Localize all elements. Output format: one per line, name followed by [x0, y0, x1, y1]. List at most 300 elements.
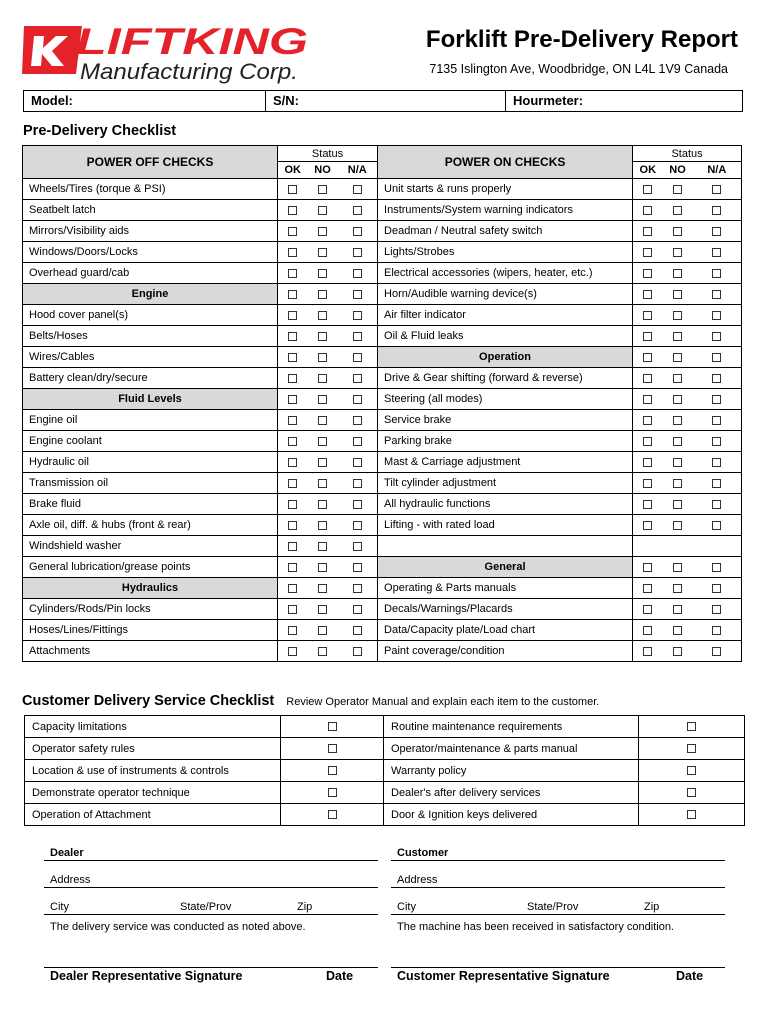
power-on-status-cell: [633, 242, 663, 263]
power-off-status-cell: [338, 305, 378, 326]
checkbox-no[interactable]: [673, 395, 682, 404]
power-on-check-item: Air filter indicator: [378, 305, 633, 326]
unit-info-bar: [23, 90, 743, 112]
status-na-header: N/A: [693, 162, 742, 179]
power-off-status-cell: [338, 200, 378, 221]
customer-delivery-table: [24, 715, 745, 826]
delivery-checkbox[interactable]: [687, 744, 696, 753]
power-on-status-cell: [693, 578, 742, 599]
power-off-status-cell: [308, 305, 338, 326]
power-off-check-item: Engine oil: [23, 410, 278, 431]
checklist-row: [23, 368, 742, 389]
checkbox-na[interactable]: [353, 395, 362, 404]
power-off-check-item: Hoses/Lines/Fittings: [23, 620, 278, 641]
checkbox-no[interactable]: [673, 311, 682, 320]
checkbox-no[interactable]: [318, 479, 327, 488]
delivery-checkbox[interactable]: [328, 722, 337, 731]
status-no-header: NO: [308, 162, 338, 179]
checklist-row: [23, 452, 742, 473]
delivery-item: Operator/maintenance & parts manual: [384, 738, 639, 760]
checkbox-no[interactable]: [318, 332, 327, 341]
checkbox-no[interactable]: [673, 500, 682, 509]
checkbox-na[interactable]: [712, 500, 721, 509]
checkbox-ok[interactable]: [643, 395, 652, 404]
power-on-status-cell: [663, 494, 693, 515]
checkbox-ok[interactable]: [288, 290, 297, 299]
checkbox-na[interactable]: [712, 563, 721, 572]
power-off-status-cell: [278, 494, 308, 515]
checkbox-na[interactable]: [353, 584, 362, 593]
power-off-status-cell: [278, 200, 308, 221]
checkbox-na[interactable]: [712, 584, 721, 593]
power-on-status-cell: [663, 263, 693, 284]
power-off-check-item: Engine coolant: [23, 431, 278, 452]
checkbox-ok[interactable]: [643, 647, 652, 656]
checkbox-ok[interactable]: [288, 647, 297, 656]
pre-delivery-checklist-title: Pre-Delivery Checklist: [23, 123, 177, 139]
checkbox-ok[interactable]: [643, 248, 652, 257]
checkbox-ok[interactable]: [288, 374, 297, 383]
delivery-check-cell: [281, 738, 384, 760]
checkbox-ok[interactable]: [643, 416, 652, 425]
power-on-status-cell: [633, 263, 663, 284]
customer-address-line[interactable]: [391, 887, 725, 888]
delivery-row: [25, 782, 745, 804]
checkbox-ok[interactable]: [643, 584, 652, 593]
delivery-item: Routine maintenance requirements: [384, 716, 639, 738]
power-off-status-cell: [278, 452, 308, 473]
checkbox-na[interactable]: [353, 458, 362, 467]
checklist-row: [23, 431, 742, 452]
power-on-check-item: Horn/Audible warning device(s): [378, 284, 633, 305]
power-on-status-cell: [663, 515, 693, 536]
checkbox-no[interactable]: [318, 563, 327, 572]
checkbox-ok[interactable]: [288, 311, 297, 320]
power-off-status-cell: [338, 284, 378, 305]
checkbox-no[interactable]: [673, 521, 682, 530]
power-off-group-heading: Hydraulics: [23, 578, 278, 599]
checkbox-ok[interactable]: [288, 269, 297, 278]
dealer-heading: Dealer: [50, 847, 84, 859]
checkbox-na[interactable]: [353, 374, 362, 383]
power-off-status-cell: [308, 179, 338, 200]
checkbox-ok[interactable]: [288, 521, 297, 530]
checkbox-no[interactable]: [318, 437, 327, 446]
checkbox-ok[interactable]: [643, 374, 652, 383]
power-off-status-cell: [338, 578, 378, 599]
power-off-status-cell: [278, 347, 308, 368]
power-off-status-cell: [338, 410, 378, 431]
dealer-city-label: City: [50, 901, 69, 913]
checkbox-ok[interactable]: [643, 437, 652, 446]
customer-signature-label: Customer Representative Signature: [397, 969, 610, 983]
checkbox-ok[interactable]: [288, 227, 297, 236]
checkbox-no[interactable]: [318, 206, 327, 215]
delivery-item: Capacity limitations: [25, 716, 281, 738]
customer-signature-line[interactable]: [391, 967, 725, 968]
checkbox-no[interactable]: [673, 605, 682, 614]
delivery-checkbox[interactable]: [687, 810, 696, 819]
power-on-status-cell: [663, 578, 693, 599]
checkbox-na[interactable]: [353, 542, 362, 551]
checkbox-no[interactable]: [318, 227, 327, 236]
pre-delivery-checklist-table: [22, 145, 742, 662]
power-on-check-item: Lifting - with rated load: [378, 515, 633, 536]
power-off-status-cell: [308, 242, 338, 263]
checklist-row: [23, 263, 742, 284]
power-off-check-item: Wires/Cables: [23, 347, 278, 368]
power-off-status-cell: [338, 242, 378, 263]
checkbox-ok[interactable]: [643, 500, 652, 509]
checkbox-na[interactable]: [712, 353, 721, 362]
power-off-status-cell: [278, 179, 308, 200]
checkbox-no[interactable]: [318, 416, 327, 425]
power-on-check-item: Data/Capacity plate/Load chart: [378, 620, 633, 641]
checkbox-ok[interactable]: [288, 626, 297, 635]
checkbox-na[interactable]: [353, 206, 362, 215]
power-on-status-cell: [693, 221, 742, 242]
checkbox-no[interactable]: [318, 647, 327, 656]
customer-city-label: City: [397, 901, 416, 913]
checkbox-na[interactable]: [712, 626, 721, 635]
checkbox-no[interactable]: [318, 584, 327, 593]
delivery-row: [25, 738, 745, 760]
power-on-status-cell: [633, 641, 663, 662]
power-on-status-cell: [633, 200, 663, 221]
checkbox-ok[interactable]: [643, 458, 652, 467]
power-off-check-item: Cylinders/Rods/Pin locks: [23, 599, 278, 620]
customer-statement: The machine has been received in satisfactory condition.: [397, 921, 674, 933]
power-on-status-cell: [693, 368, 742, 389]
checkbox-na[interactable]: [712, 437, 721, 446]
power-off-status-cell: [278, 557, 308, 578]
checkbox-na[interactable]: [353, 647, 362, 656]
checkbox-na[interactable]: [712, 416, 721, 425]
checkbox-no[interactable]: [318, 542, 327, 551]
power-off-status-cell: [278, 305, 308, 326]
checkbox-ok[interactable]: [643, 605, 652, 614]
delivery-checkbox[interactable]: [687, 788, 696, 797]
power-off-check-item: Battery clean/dry/secure: [23, 368, 278, 389]
power-off-check-item: Hydraulic oil: [23, 452, 278, 473]
power-off-check-item: Axle oil, diff. & hubs (front & rear): [23, 515, 278, 536]
checkbox-ok[interactable]: [643, 332, 652, 341]
power-on-status-cell: [693, 473, 742, 494]
power-on-status-cell: [693, 431, 742, 452]
power-on-status-cell: [693, 452, 742, 473]
checkbox-na[interactable]: [353, 437, 362, 446]
dealer-signature-label: Dealer Representative Signature: [50, 969, 243, 983]
power-off-check-item: Overhead guard/cab: [23, 263, 278, 284]
power-off-status-cell: [338, 389, 378, 410]
checkbox-ok[interactable]: [288, 563, 297, 572]
checklist-row: [23, 557, 742, 578]
checkbox-no[interactable]: [673, 227, 682, 236]
checkbox-ok[interactable]: [643, 521, 652, 530]
checkbox-na[interactable]: [712, 185, 721, 194]
power-off-status-cell: [308, 221, 338, 242]
checkbox-na[interactable]: [353, 479, 362, 488]
checkbox-na[interactable]: [712, 479, 721, 488]
power-off-status-cell: [338, 599, 378, 620]
liftking-logo: [22, 20, 314, 84]
checkbox-na[interactable]: [712, 374, 721, 383]
power-on-status-cell: [663, 473, 693, 494]
power-on-check-item: Steering (all modes): [378, 389, 633, 410]
checkbox-ok[interactable]: [288, 185, 297, 194]
power-on-check-item: Instruments/System warning indicators: [378, 200, 633, 221]
checkbox-no[interactable]: [318, 605, 327, 614]
power-off-status-cell: [278, 431, 308, 452]
checkbox-no[interactable]: [318, 185, 327, 194]
power-off-status-cell: [338, 326, 378, 347]
power-off-status-cell: [308, 284, 338, 305]
power-off-status-cell: [338, 620, 378, 641]
checkbox-na[interactable]: [353, 626, 362, 635]
logo-subtitle: Manufacturing Corp.: [80, 59, 298, 84]
delivery-checkbox[interactable]: [687, 722, 696, 731]
checklist-row: [23, 200, 742, 221]
power-on-check-item: Electrical accessories (wipers, heater, etc.): [378, 263, 633, 284]
customer-city-line[interactable]: [391, 914, 725, 915]
power-off-status-cell: [278, 620, 308, 641]
power-on-status-cell: [693, 200, 742, 221]
checkbox-no[interactable]: [673, 206, 682, 215]
checkbox-no[interactable]: [673, 647, 682, 656]
customer-delivery-note: Review Operator Manual and explain each item to the customer.: [286, 696, 600, 708]
checkbox-ok[interactable]: [288, 206, 297, 215]
model-field[interactable]: Model:: [24, 91, 266, 111]
checkbox-ok[interactable]: [288, 395, 297, 404]
power-on-status-cell: [693, 620, 742, 641]
power-off-status-cell: [338, 515, 378, 536]
checkbox-na[interactable]: [353, 563, 362, 572]
checkbox-no[interactable]: [673, 374, 682, 383]
power-on-status-cell: [663, 347, 693, 368]
checkbox-no[interactable]: [318, 311, 327, 320]
checkbox-na[interactable]: [353, 521, 362, 530]
checkbox-no[interactable]: [318, 500, 327, 509]
power-on-status-cell: [693, 284, 742, 305]
checklist-row: [23, 641, 742, 662]
customer-address-label: Address: [397, 874, 438, 886]
checkbox-ok[interactable]: [643, 227, 652, 236]
dealer-signature-line[interactable]: [44, 967, 378, 968]
customer-name-line[interactable]: [391, 860, 725, 861]
checkbox-no[interactable]: [673, 626, 682, 635]
checkbox-no[interactable]: [318, 458, 327, 467]
power-on-check-item: Lights/Strobes: [378, 242, 633, 263]
power-on-status-cell: [663, 557, 693, 578]
checkbox-ok[interactable]: [288, 248, 297, 257]
power-off-status-cell: [308, 389, 338, 410]
checkbox-ok[interactable]: [288, 605, 297, 614]
checklist-row: [23, 326, 742, 347]
checkbox-ok[interactable]: [288, 479, 297, 488]
power-on-check-item: Decals/Warnings/Placards: [378, 599, 633, 620]
checkbox-ok[interactable]: [288, 500, 297, 509]
delivery-check-cell: [639, 782, 745, 804]
customer-date-label: Date: [676, 969, 704, 983]
company-address: 7135 Islington Ave, Woodbridge, ON L4L 1V9 Canada: [429, 62, 728, 76]
power-on-status-cell: [633, 431, 663, 452]
delivery-item: Dealer's after delivery services: [384, 782, 639, 804]
power-on-status-cell: [633, 620, 663, 641]
power-off-check-item: Windshield washer: [23, 536, 278, 557]
power-off-check-item: Windows/Doors/Locks: [23, 242, 278, 263]
checkbox-ok[interactable]: [288, 416, 297, 425]
power-off-status-cell: [308, 515, 338, 536]
checkbox-na[interactable]: [353, 311, 362, 320]
delivery-checkbox[interactable]: [328, 766, 337, 775]
customer-signature-block: [391, 840, 725, 990]
checkbox-na[interactable]: [353, 416, 362, 425]
power-on-check-item: Drive & Gear shifting (forward & reverse): [378, 368, 633, 389]
checkbox-ok[interactable]: [288, 584, 297, 593]
checkbox-na[interactable]: [712, 206, 721, 215]
checkbox-no[interactable]: [673, 353, 682, 362]
checkbox-no[interactable]: [673, 269, 682, 278]
checkbox-ok[interactable]: [288, 458, 297, 467]
checkbox-no[interactable]: [318, 626, 327, 635]
checkbox-na[interactable]: [353, 500, 362, 509]
power-off-status-cell: [278, 242, 308, 263]
dealer-address-line[interactable]: [44, 887, 378, 888]
power-on-check-item: [378, 536, 633, 557]
checkbox-no[interactable]: [673, 185, 682, 194]
power-off-check-item: Seatbelt latch: [23, 200, 278, 221]
checkbox-ok[interactable]: [643, 563, 652, 572]
checkbox-no[interactable]: [318, 374, 327, 383]
power-on-status-cell: [693, 557, 742, 578]
checkbox-ok[interactable]: [288, 353, 297, 362]
dealer-statement: The delivery service was conducted as noted above.: [50, 921, 306, 933]
checkbox-no[interactable]: [673, 416, 682, 425]
checklist-row: [23, 284, 742, 305]
checklist-row: [23, 620, 742, 641]
checkbox-na[interactable]: [353, 605, 362, 614]
checkbox-no[interactable]: [673, 437, 682, 446]
checkbox-no[interactable]: [673, 248, 682, 257]
checkbox-na[interactable]: [712, 458, 721, 467]
dealer-name-line[interactable]: [44, 860, 378, 861]
power-on-check-item: Deadman / Neutral safety switch: [378, 221, 633, 242]
checkbox-no[interactable]: [318, 269, 327, 278]
delivery-check-cell: [639, 804, 745, 826]
power-off-group-heading: Fluid Levels: [23, 389, 278, 410]
checkbox-na[interactable]: [353, 353, 362, 362]
power-off-status-cell: [308, 368, 338, 389]
checkbox-na[interactable]: [712, 227, 721, 236]
power-on-status-cell: [663, 620, 693, 641]
checkbox-ok[interactable]: [643, 353, 652, 362]
power-off-status-cell: [278, 284, 308, 305]
checkbox-no[interactable]: [318, 248, 327, 257]
checkbox-ok[interactable]: [643, 185, 652, 194]
checkbox-ok[interactable]: [643, 269, 652, 278]
power-off-status-cell: [308, 599, 338, 620]
delivery-check-cell: [639, 716, 745, 738]
power-on-status-cell: [693, 410, 742, 431]
power-on-status-cell: [693, 242, 742, 263]
delivery-row: [25, 804, 745, 826]
checkbox-ok[interactable]: [288, 332, 297, 341]
checkbox-no[interactable]: [318, 290, 327, 299]
checkbox-no[interactable]: [673, 563, 682, 572]
checkbox-na[interactable]: [712, 332, 721, 341]
checkbox-ok[interactable]: [643, 479, 652, 488]
power-on-status-cell: [663, 284, 693, 305]
checkbox-ok[interactable]: [288, 437, 297, 446]
checklist-row: [23, 389, 742, 410]
hourmeter-field[interactable]: Hourmeter:: [513, 93, 584, 108]
power-on-status-cell: [663, 536, 693, 557]
customer-delivery-title: Customer Delivery Service Checklist: [22, 693, 275, 709]
power-off-check-item: Hood cover panel(s): [23, 305, 278, 326]
checkbox-na[interactable]: [712, 269, 721, 278]
power-off-status-cell: [278, 389, 308, 410]
checkbox-na[interactable]: [353, 332, 362, 341]
checkbox-no[interactable]: [318, 395, 327, 404]
power-on-checks-header: POWER ON CHECKS: [378, 146, 633, 179]
checkbox-na[interactable]: [353, 185, 362, 194]
checkbox-ok[interactable]: [643, 311, 652, 320]
power-on-status-cell: [633, 578, 663, 599]
power-off-status-cell: [278, 221, 308, 242]
checkbox-ok[interactable]: [643, 206, 652, 215]
checkbox-no[interactable]: [673, 479, 682, 488]
checkbox-na[interactable]: [353, 290, 362, 299]
checkbox-na[interactable]: [353, 248, 362, 257]
customer-zip-label: Zip: [644, 901, 660, 913]
power-on-status-cell: [663, 452, 693, 473]
checkbox-na[interactable]: [712, 311, 721, 320]
checkbox-no[interactable]: [318, 353, 327, 362]
checklist-row: [23, 494, 742, 515]
checklist-row: [23, 410, 742, 431]
checkbox-ok[interactable]: [643, 290, 652, 299]
checkbox-ok[interactable]: [643, 626, 652, 635]
checkbox-na[interactable]: [712, 521, 721, 530]
dealer-city-line[interactable]: [44, 914, 378, 915]
power-on-check-item: Operating & Parts manuals: [378, 578, 633, 599]
power-on-check-item: Paint coverage/condition: [378, 641, 633, 662]
serial-number-field[interactable]: S/N:: [266, 91, 506, 111]
checkbox-na[interactable]: [712, 395, 721, 404]
checklist-row: [23, 599, 742, 620]
checkbox-no[interactable]: [673, 332, 682, 341]
delivery-checkbox[interactable]: [328, 810, 337, 819]
checkbox-na[interactable]: [353, 269, 362, 278]
status-header-right: Status: [633, 146, 742, 162]
checkbox-no[interactable]: [673, 458, 682, 467]
delivery-checkbox[interactable]: [328, 788, 337, 797]
checkbox-na[interactable]: [353, 227, 362, 236]
checkbox-no[interactable]: [673, 290, 682, 299]
checkbox-na[interactable]: [712, 248, 721, 257]
checkbox-na[interactable]: [712, 647, 721, 656]
power-on-status-cell: [663, 305, 693, 326]
delivery-checkbox[interactable]: [687, 766, 696, 775]
checkbox-no[interactable]: [318, 521, 327, 530]
delivery-checkbox[interactable]: [328, 744, 337, 753]
power-on-status-cell: [663, 599, 693, 620]
checkbox-ok[interactable]: [288, 542, 297, 551]
checkbox-no[interactable]: [673, 584, 682, 593]
delivery-check-cell: [639, 760, 745, 782]
checkbox-na[interactable]: [712, 605, 721, 614]
checkbox-na[interactable]: [712, 290, 721, 299]
